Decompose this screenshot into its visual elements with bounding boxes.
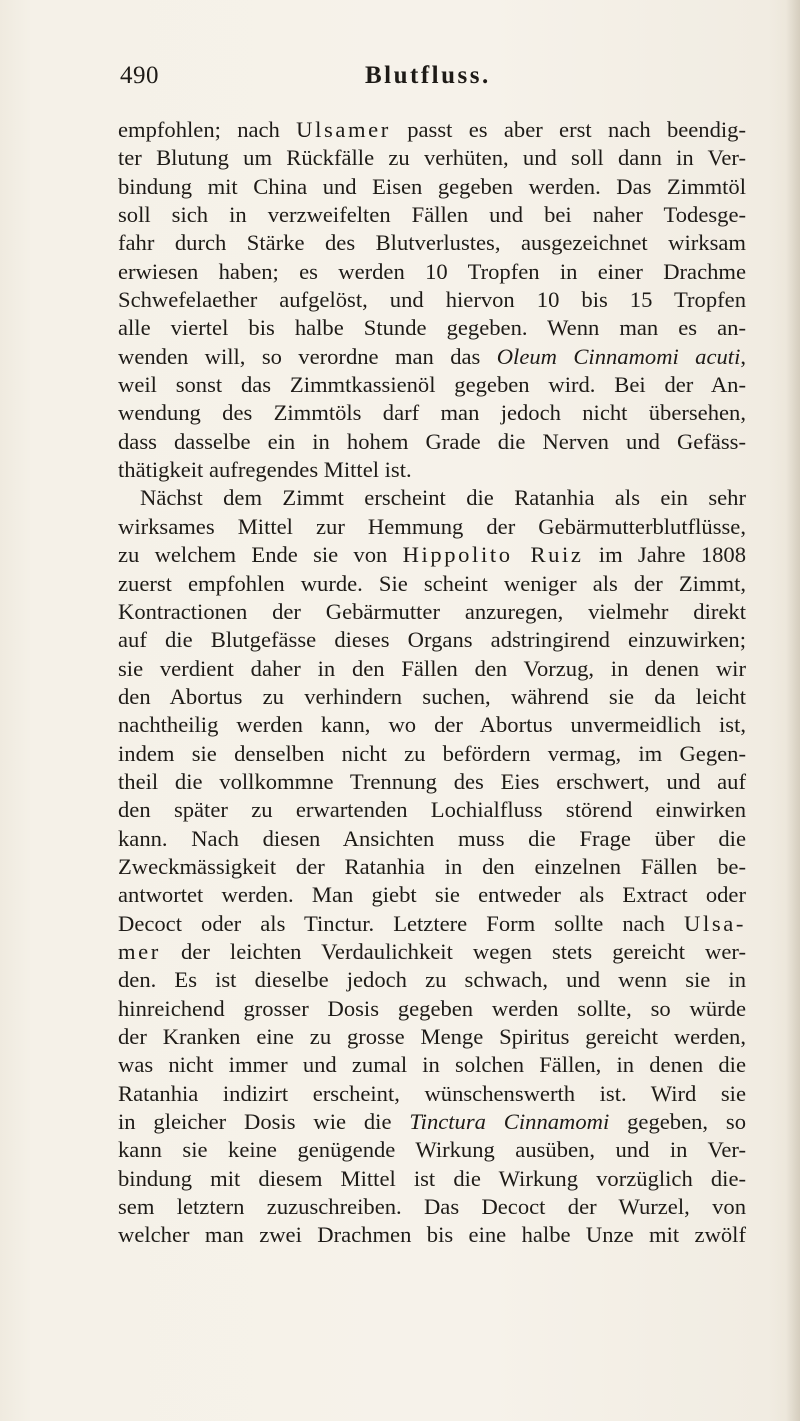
text-segment: zuerst empfohlen wurde. Sie scheint weniger als der Zimmt, (118, 570, 746, 596)
text-line (118, 286, 746, 314)
text-line (118, 1023, 746, 1051)
spaced-name: Ulsa- (684, 910, 746, 936)
text-segment: ter Blutung um Rückfälle zu verhüten, und soll dann in Ver- (118, 145, 746, 171)
text-line (118, 1221, 746, 1249)
spaced-name: mer (118, 938, 161, 964)
text-line (118, 144, 746, 172)
text-segment: kann. Nach diesen Ansichten muss die Frage über die (118, 825, 746, 851)
text-segment: indem sie denselben nicht zu befördern vermag, im Gegen- (118, 740, 746, 766)
text-segment: der leichten Verdaulichkeit wegen stets gereicht wer- (160, 938, 746, 964)
text-line (118, 1165, 746, 1193)
text-line (118, 343, 746, 371)
text-line (118, 740, 746, 768)
text-segment: fahr durch Stärke des Blutverlustes, ausgezeichnet wirksam (118, 230, 746, 256)
text-segment: Kontractionen der Gebärmutter anzuregen, vielmehr direkt (118, 598, 746, 624)
text-segment: wirksames Mittel zur Hemmung der Gebärmutterblutflüsse, (118, 513, 746, 539)
text-segment: hinreichend grosser Dosis gegeben werden sollte, so würde (118, 995, 746, 1021)
text-line (118, 1193, 746, 1221)
text-line (118, 116, 746, 144)
text-line (118, 1080, 746, 1108)
text-segment: zu welchem Ende sie von (118, 542, 403, 568)
text-line (118, 1051, 746, 1079)
text-line (118, 541, 746, 569)
text-line (118, 1136, 746, 1164)
text-segment: wenden will, so verordne man das (118, 343, 497, 369)
text-segment: sie verdient daher in den Fällen den Vorzug, in denen wir (118, 655, 746, 681)
text-segment: passt es aber erst nach beendig- (390, 117, 746, 142)
text-segment: den Abortus zu verhindern suchen, während sie da leicht (118, 683, 746, 709)
text-line (118, 966, 746, 994)
text-line (118, 825, 746, 853)
text-segment: Nächst dem Zimmt erscheint die Ratanhia als ein sehr (140, 485, 746, 511)
italic-term: Tinctura Cinnamomi (409, 1109, 610, 1135)
text-segment: antwortet werden. Man giebt sie entweder als Extract oder (118, 882, 746, 908)
text-line (118, 995, 746, 1023)
italic-term: Oleum Cinnamomi acuti (496, 343, 741, 369)
text-line (118, 655, 746, 683)
text-line (118, 598, 746, 626)
text-segment: , (740, 343, 747, 369)
text-segment: alle viertel bis halbe Stunde gegeben. Wenn man es an- (118, 315, 746, 341)
text-line (118, 570, 746, 598)
text-line (118, 201, 746, 229)
text-segment: was nicht immer und zumal in solchen Fällen, in denen die (118, 1052, 746, 1078)
text-segment: in gleicher Dosis wie die (118, 1109, 410, 1135)
body-text (118, 116, 746, 1250)
text-segment: soll sich in verzweifelten Fällen und bei naher Todesge- (118, 202, 746, 228)
spaced-name: Ulsamer (296, 117, 391, 142)
text-line (118, 513, 746, 541)
text-line (118, 314, 746, 342)
text-line (118, 229, 746, 257)
text-segment: thätigkeit aufregendes Mittel ist. (118, 457, 412, 483)
text-segment: im Jahre 1808 (583, 542, 747, 568)
text-line (118, 683, 746, 711)
text-segment: gegeben, so (609, 1109, 747, 1135)
page-number: 490 (120, 62, 159, 89)
text-line (118, 910, 746, 938)
text-segment: empfohlen; nach (118, 117, 297, 142)
text-line (118, 796, 746, 824)
text-segment: den. Es ist dieselbe jedoch zu schwach, und wenn sie in (118, 967, 746, 993)
page-header (120, 62, 740, 98)
text-line (118, 768, 746, 796)
text-segment: Ratanhia indizirt erscheint, wünschenswerth ist. Wird sie (118, 1080, 746, 1106)
text-segment: auf die Blutgefässe dieses Organs adstringirend einzuwirken; (118, 627, 746, 653)
text-line (118, 258, 746, 286)
text-segment: dass dasselbe ein in hohem Grade die Nerven und Gefäss- (118, 428, 746, 454)
text-line (118, 881, 746, 909)
text-segment: erwiesen haben; es werden 10 Tropfen in einer Drachme (118, 258, 746, 284)
text-line (118, 853, 746, 881)
text-segment: Decoct oder als Tinctur. Letztere Form sollte nach (118, 910, 685, 936)
text-line (118, 938, 746, 966)
spaced-name: Hippolito Ruiz (402, 542, 584, 568)
text-segment: welcher man zwei Drachmen bis eine halbe Unze mit zwölf (118, 1222, 746, 1248)
text-segment: den später zu erwartenden Lochialfluss störend einwirken (118, 797, 746, 823)
text-segment: der Kranken eine zu grosse Menge Spiritus gereicht werden, (118, 1024, 746, 1049)
page-edge-shadow (786, 0, 800, 1421)
text-segment: Schwefelaether aufgelöst, und hiervon 10 bis 15 Tropfen (118, 287, 746, 313)
text-line (118, 711, 746, 739)
text-line (118, 371, 746, 399)
running-head: Blutfluss. (365, 62, 491, 89)
text-segment: Zweckmässigkeit der Ratanhia in den einzelnen Fällen be- (118, 853, 746, 879)
text-segment: bindung mit diesem Mittel ist die Wirkung vorzüglich die- (118, 1165, 746, 1191)
text-line (118, 484, 746, 512)
text-line (118, 173, 746, 201)
text-line (118, 428, 746, 456)
text-segment: kann sie keine genügende Wirkung ausüben, und in Ver- (118, 1137, 746, 1163)
text-segment: wendung des Zimmtöls darf man jedoch nicht übersehen, (118, 400, 746, 426)
text-line (118, 626, 746, 654)
text-line (118, 399, 746, 427)
text-segment: theil die vollkommne Trennung des Eies erschwert, und auf (118, 768, 746, 794)
text-segment: weil sonst das Zimmtkassienöl gegeben wird. Bei der An- (118, 372, 746, 398)
text-line (118, 456, 746, 484)
text-segment: bindung mit China und Eisen gegeben werden. Das Zimmtöl (118, 173, 746, 199)
text-line (118, 1108, 746, 1136)
text-segment: sem letztern zuzuschreiben. Das Decoct der Wurzel, von (118, 1194, 746, 1220)
text-segment: nachtheilig werden kann, wo der Abortus unvermeidlich ist, (118, 712, 746, 738)
